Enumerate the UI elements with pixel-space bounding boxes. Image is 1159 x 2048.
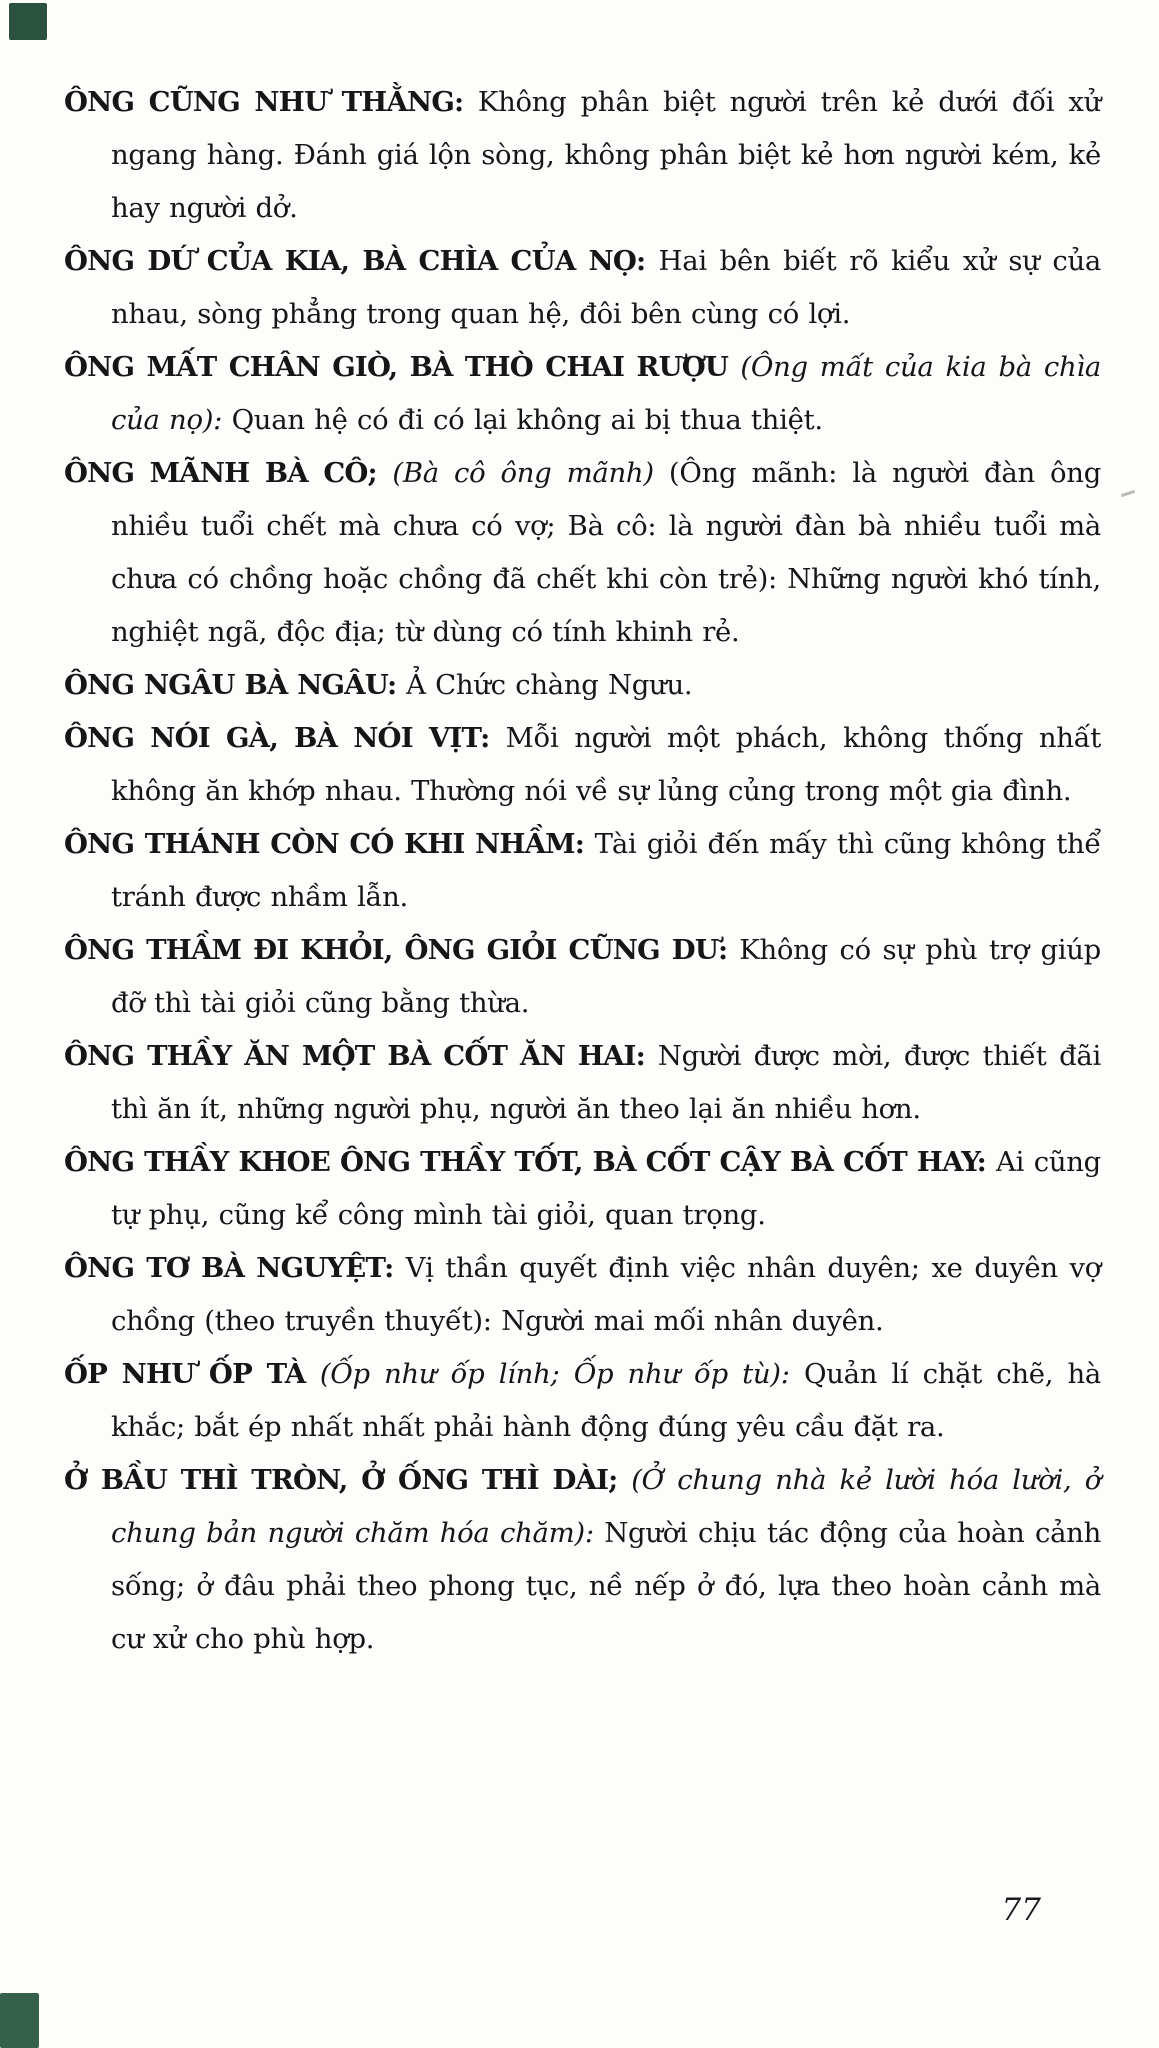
entry-headword: ÔNG THẦY KHOE ÔNG THẦY TỐT, BÀ CỐT CẬY BÀ CỐT HAY:	[64, 1146, 997, 1178]
entry-headword: ỐP NHƯ ỐP TÀ	[64, 1358, 320, 1390]
dictionary-entry	[64, 659, 1101, 712]
scan-corner-mark-bottom	[0, 1993, 39, 2048]
dictionary-entry	[64, 1454, 1101, 1666]
entry-variant: (Ở chung nhà kẻ lười hóa lười, ở chung bản người chăm hóa chăm):	[111, 1464, 1102, 1549]
entry-definition: Ả Chức chàng Ngưu.	[406, 669, 693, 701]
entry-definition: Người được mời, được thiết đãi thì ăn ít, những người phụ, người ăn theo lại ăn nhiều hơn.	[111, 1040, 1101, 1125]
dictionary-entry	[64, 341, 1101, 447]
dictionary-entry	[64, 924, 1101, 1030]
entry-headword: ÔNG THẦM ĐI KHỎI, ÔNG GIỎI CŨNG DƯ:	[64, 934, 740, 966]
dictionary-entry	[64, 818, 1101, 924]
entry-definition: Hai bên biết rõ kiểu xử sự của nhau, sòng phẳng trong quan hệ, đôi bên cùng có lợi.	[111, 245, 1101, 330]
entry-headword: ÔNG MẤT CHÂN GIÒ, BÀ THÒ CHAI RƯỢU	[64, 351, 741, 383]
entry-variant: (Bà cô ông mãnh)	[392, 457, 669, 489]
entry-headword: Ở BẦU THÌ TRÒN, Ở ỐNG THÌ DÀI;	[64, 1464, 632, 1496]
entries	[64, 76, 1101, 1666]
dictionary-entry	[64, 235, 1101, 341]
dictionary-entry	[64, 76, 1101, 235]
entry-variant: (Ông mất của kia bà chìa của nọ):	[111, 351, 1101, 436]
entry-variant: (Ốp như ốp lính; Ốp như ốp tù):	[319, 1358, 804, 1390]
entry-headword: ÔNG THÁNH CÒN CÓ KHI NHẦM:	[64, 828, 595, 860]
scan-corner-mark-top	[9, 3, 47, 40]
entry-definition: Không có sự phù trợ giúp đỡ thì tài giỏi cũng bằng thừa.	[111, 934, 1101, 1019]
page-number: 77	[1001, 1892, 1041, 1928]
dictionary-entry	[64, 712, 1101, 818]
dictionary-entry	[64, 447, 1101, 659]
entry-definition: Quan hệ có đi có lại không ai bị thua thiệt.	[231, 404, 823, 436]
entry-headword: ÔNG NGÂU BÀ NGÂU:	[64, 669, 407, 701]
dictionary-entry	[64, 1136, 1101, 1242]
entry-headword: ÔNG MÃNH BÀ CÔ;	[64, 457, 393, 489]
entry-definition: Vị thần quyết định việc nhân duyên; xe duyên vợ chồng (theo truyền thuyết): Người mai mối nhân duyên.	[111, 1252, 1101, 1337]
entry-headword: ÔNG THẦY ĂN MỘT BÀ CỐT ĂN HAI:	[64, 1040, 658, 1072]
entry-headword: ÔNG CŨNG NHƯ THẰNG:	[64, 86, 478, 118]
entry-definition: Mỗi người một phách, không thống nhất không ăn khớp nhau. Thường nói về sự lủng củng trong một gia đình.	[111, 722, 1101, 807]
dictionary-entry	[64, 1242, 1101, 1348]
entry-definition: Ai cũng tự phụ, cũng kể công mình tài giỏi, quan trọng.	[111, 1146, 1101, 1231]
entry-headword: ÔNG NÓI GÀ, BÀ NÓI VỊT:	[64, 722, 506, 754]
dictionary-entry	[64, 1030, 1101, 1136]
margin-dash-mark	[1121, 490, 1135, 497]
entry-definition: (Ông mãnh: là người đàn ông nhiều tuổi chết mà chưa có vợ; Bà cô: là người đàn bà nhiều tuổi mà chưa có chồng hoặc chồng đã chết khi còn trẻ): Những người khó tính, nghiệt ngã, độc địa; từ dùng có tính khinh rẻ.	[111, 457, 1101, 648]
dictionary-entry	[64, 1348, 1101, 1454]
entry-headword: ÔNG DỨ CỦA KIA, BÀ CHÌA CỦA NỌ:	[64, 245, 659, 277]
entry-definition: Tài giỏi đến mấy thì cũng không thể tránh được nhầm lẫn.	[111, 828, 1101, 913]
entry-definition: Không phân biệt người trên kẻ dưới đối xử ngang hàng. Đánh giá lộn sòng, không phân biệt kẻ hơn người kém, kẻ hay người dở.	[111, 86, 1101, 224]
entry-definition: Quản lí chặt chẽ, hà khắc; bắt ép nhất nhất phải hành động đúng yêu cầu đặt ra.	[111, 1358, 1101, 1443]
entry-headword: ÔNG TƠ BÀ NGUYỆT:	[64, 1252, 406, 1284]
entry-definition: Người chịu tác động của hoàn cảnh sống; ở đâu phải theo phong tục, nề nếp ở đó, lựa theo hoàn cảnh mà cư xử cho phù hợp.	[111, 1517, 1102, 1655]
